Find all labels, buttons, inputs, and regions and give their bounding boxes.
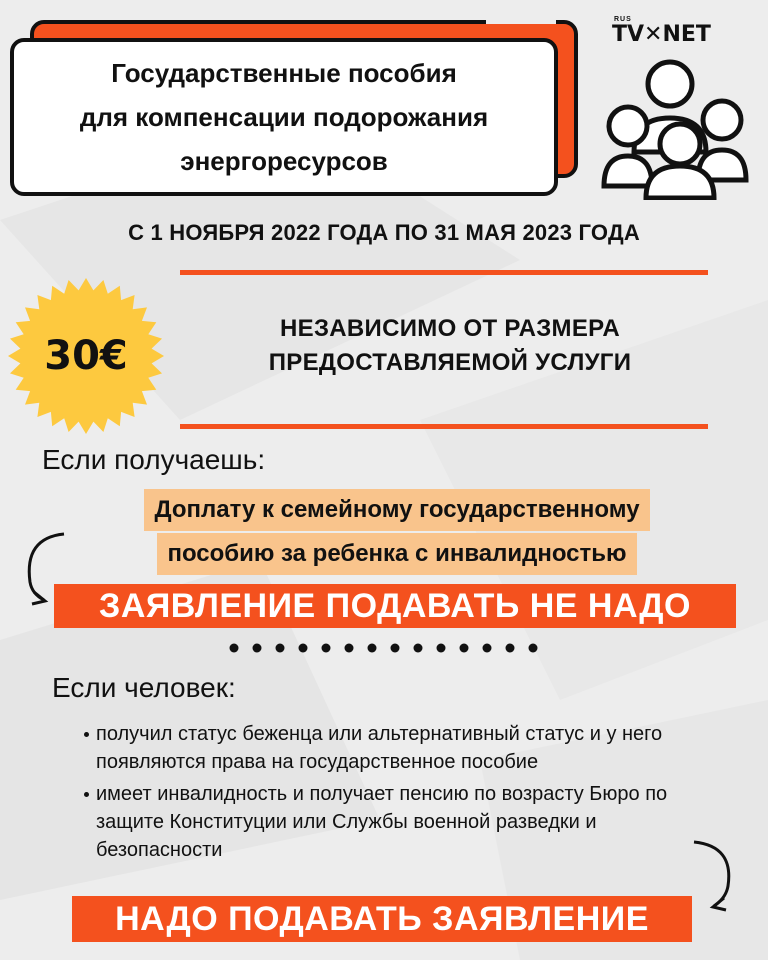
no-application-banner: ЗАЯВЛЕНИЕ ПОДАВАТЬ НЕ НАДО	[54, 584, 736, 628]
section2-heading: Если человек:	[52, 672, 236, 703]
amount-badge-text: 30€	[44, 333, 128, 379]
divider-bottom	[180, 424, 708, 429]
apply-required-banner: НАДО ПОДАВАТЬ ЗАЯВЛЕНИЕ	[72, 896, 692, 942]
people-group-icon	[600, 48, 760, 200]
highlight-line: Доплату к семейному государственному	[144, 489, 649, 531]
logo-text: TV✕NET	[612, 22, 711, 47]
divider-top	[180, 270, 708, 275]
section1-heading: Если получаешь:	[42, 444, 266, 475]
title-line: энергоресурсов	[180, 146, 388, 176]
regardless-line: НЕЗАВИСИМО ОТ РАЗМЕРА	[280, 315, 620, 342]
date-range: С 1 НОЯБРЯ 2022 ГОДА ПО 31 МАЯ 2023 ГОДА	[128, 220, 640, 245]
regardless-text	[200, 312, 700, 380]
page-title	[14, 51, 554, 183]
list-item: имеет инвалидность и получает пенсию по возрасту Бюро по защите Конституции или Службы военной разведки и безопасности	[96, 780, 716, 864]
highlight-block	[82, 488, 712, 576]
highlight-line: пособию за ребенка с инвалидностью	[157, 533, 636, 575]
regardless-line: ПРЕДОСТАВЛЯЕМОЙ УСЛУГИ	[268, 349, 632, 376]
conditions-list	[96, 720, 716, 868]
curved-arrow-icon	[690, 836, 740, 916]
title-line: Государственные пособия	[111, 58, 457, 88]
list-item: получил статус беженца или альтернативный статус и у него появляются права на государственное пособие	[96, 720, 716, 776]
title-card	[10, 38, 558, 196]
title-line: для компенсации подорожания	[79, 102, 489, 132]
logo-rus-label: RUS	[614, 16, 632, 23]
dotted-separator	[226, 640, 546, 656]
tvnet-logo	[612, 16, 752, 47]
